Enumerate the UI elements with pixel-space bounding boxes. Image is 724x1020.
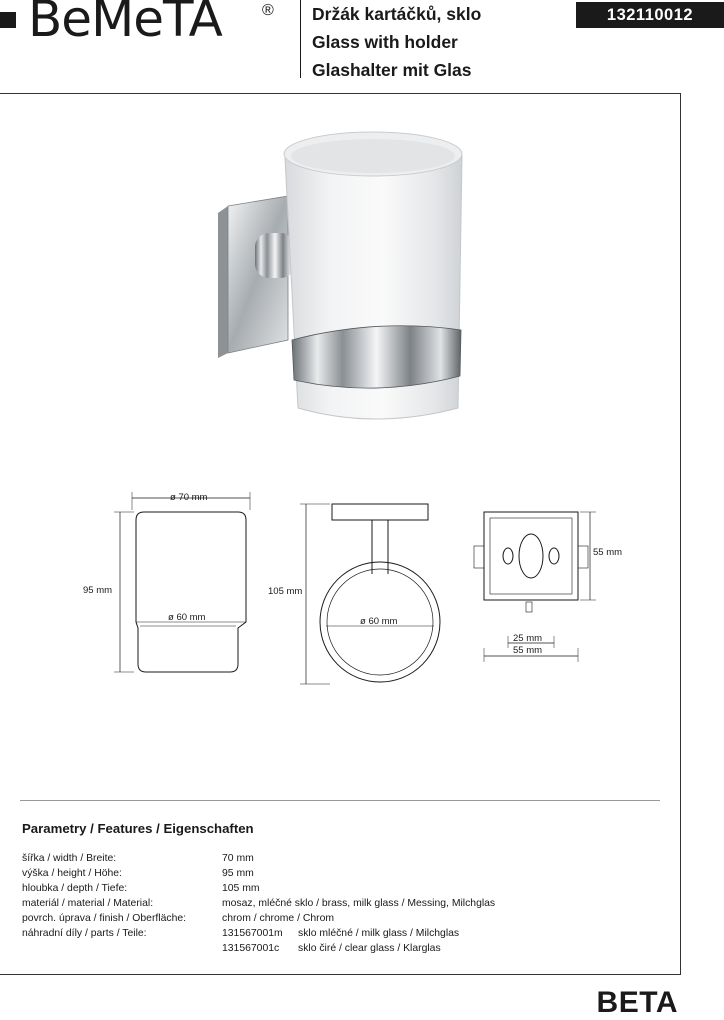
part-code-extra: 131567001c bbox=[222, 943, 280, 954]
registered-mark: ® bbox=[262, 2, 274, 19]
param-label-width: šířka / width / Breite: bbox=[22, 853, 117, 864]
title-english: Glass with holder bbox=[312, 32, 458, 52]
params-title: Parametry / Features / Eigenschaften bbox=[22, 821, 254, 836]
brand-logo: BeMeTA bbox=[28, 0, 222, 48]
side-ring-label: ø 60 mm bbox=[360, 616, 398, 627]
technical-drawing bbox=[0, 480, 724, 700]
part-code: 131567001m bbox=[222, 928, 283, 939]
param-value-material: mosaz, mléčné sklo / brass, milk glass / Messing, Milchglas bbox=[222, 898, 496, 909]
title-czech: Držák kartáčků, sklo bbox=[312, 4, 482, 24]
side-view-plate bbox=[332, 504, 428, 520]
front-width-label: ø 70 mm bbox=[170, 492, 208, 503]
plate-size-label: 55 mm bbox=[593, 547, 623, 558]
param-label-finish: povrch. úprava / finish / Oberfläche: bbox=[22, 913, 187, 924]
param-value-parts-extra bbox=[222, 943, 441, 954]
part-description-extra: sklo čiré / clear glass / Klarglas bbox=[298, 943, 441, 954]
series-name: BETA bbox=[596, 986, 678, 1019]
param-label-parts: náhradní díly / parts / Teile: bbox=[22, 928, 147, 939]
plate-view bbox=[484, 512, 578, 600]
param-value-width: 70 mm bbox=[222, 853, 254, 864]
product-code-badge: 132110012 bbox=[576, 2, 724, 28]
param-value-height: 95 mm bbox=[222, 868, 254, 879]
title-german: Glashalter mit Glas bbox=[312, 60, 472, 80]
param-value-parts bbox=[222, 928, 459, 939]
param-label-material: materiál / material / Material: bbox=[22, 898, 154, 909]
front-height-label: 95 mm bbox=[83, 585, 113, 596]
param-value-finish: chrom / chrome / Chrom bbox=[222, 913, 335, 924]
product-image bbox=[200, 118, 480, 438]
side-depth-label: 105 mm bbox=[268, 586, 303, 597]
param-label-depth: hloubka / depth / Tiefe: bbox=[22, 883, 128, 894]
product-titles bbox=[312, 0, 481, 84]
part-description: sklo mléčné / milk glass / Milchglas bbox=[298, 928, 460, 939]
header-divider bbox=[300, 0, 301, 78]
logo-mark bbox=[0, 12, 16, 28]
section-divider bbox=[20, 800, 660, 801]
param-value-depth: 105 mm bbox=[222, 883, 260, 894]
front-view-outline bbox=[136, 512, 246, 672]
plate-width-label: 55 mm bbox=[513, 645, 543, 656]
param-label-height: výška / height / Höhe: bbox=[22, 868, 122, 879]
front-inner-label: ø 60 mm bbox=[168, 612, 206, 623]
plate-hole-spacing-label: 25 mm bbox=[513, 633, 543, 644]
